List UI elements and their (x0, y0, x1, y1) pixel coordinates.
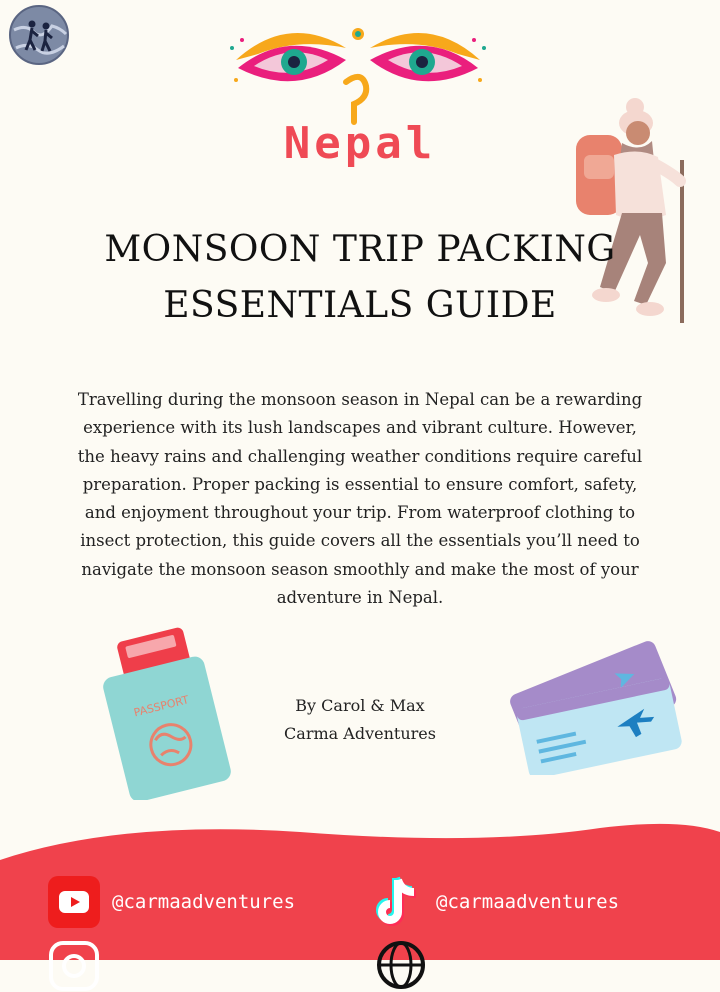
website-link[interactable] (376, 940, 426, 990)
hikers-globe-logo-icon (8, 4, 70, 66)
buddha-eyes-icon (228, 18, 488, 128)
instagram-icon (48, 940, 100, 992)
plane-tickets-icon (505, 635, 685, 775)
tiktok-handle: @carmaadventures (436, 891, 620, 913)
instagram-link[interactable] (48, 940, 100, 992)
destination-title: Nepal (283, 118, 437, 169)
tiktok-icon (376, 874, 424, 930)
page-title: MONSOON TRIP PACKING ESSENTIALS GUIDE (104, 229, 616, 326)
byline-authors: By Carol & Max (295, 696, 425, 715)
youtube-link[interactable] (48, 876, 295, 928)
byline-brand: Carma Adventures (284, 724, 436, 743)
byline (250, 692, 470, 748)
youtube-icon (48, 876, 100, 928)
intro-paragraph: Travelling during the monsoon season in Nepal can be a rewarding experience with its lush landscapes and vibrant culture. However, the heavy rains and challenging weather conditions require careful preparation. Proper packing is essential to ensure comfort, safety, and enjoyment throughout your trip. From waterproof clothing to insect protection, this guide covers all the essentials you’ll need to navigate the monsoon season smoothly and make the most of your adventure in Nepal. (77, 390, 643, 608)
globe-icon (376, 940, 426, 990)
youtube-handle: @carmaadventures (112, 891, 296, 913)
passport-icon (100, 625, 235, 800)
passport-label: PASSPORT (132, 693, 191, 720)
tiktok-link[interactable] (376, 874, 619, 930)
